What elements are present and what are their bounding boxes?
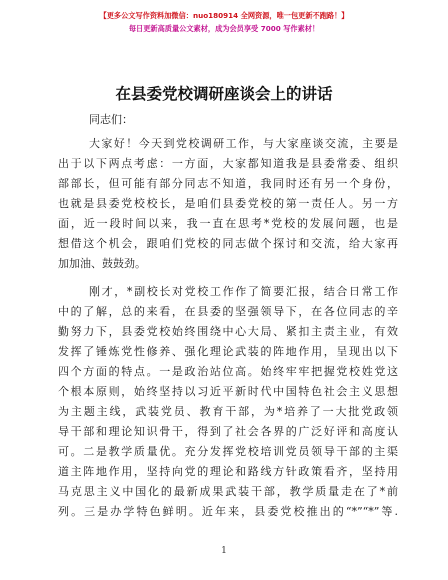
paragraph-1-line-3: 部部长，但可能有部分同志不知道，我同时还有另一个身份， xyxy=(58,177,398,190)
promo-banner-line-1: 【更多公文写作资料加微信：nuo180914 全网资源，唯一包更新不跑路！】 xyxy=(99,11,349,20)
promo-banner-line-2: 每日更新高质量公文素材，成为会员享受 7000 写作素材！ xyxy=(128,24,320,33)
paragraph-1-line-2: 出于以下两点考虑：一方面，大家都知道我是县委常委、组织 xyxy=(58,157,398,170)
paragraph-1-line-4: 也就是县委党校校长，是咱们县委党校的第一责任人。另一方 xyxy=(58,197,398,210)
paragraph-2-line-4: 发挥了锤炼党性修养、强化理论武装的阵地作用，呈现出以下 xyxy=(58,345,398,358)
paragraph-2-line-7: 为主题主线，武装党员、教育干部，为*培养了一大批党政领 xyxy=(58,405,398,418)
salutation: 同志们： xyxy=(89,113,133,126)
paragraph-2-line-6: 个根本原则，始终坚持以习近平新时代中国特色社会主义思想 xyxy=(58,385,398,398)
paragraph-2-line-3: 勤努力下，县委党校始终围绕中心大局、紧扣主责主业，有效 xyxy=(58,325,398,338)
paragraph-2-line-10: 道主阵地作用，坚持向党的理论和路线方针政策看齐，坚持用 xyxy=(58,465,398,478)
paragraph-2-line-9: 可。二是教学质量优。充分发挥党校培训党员领导干部的主渠 xyxy=(58,445,398,458)
paragraph-2-line-11: 马克思主义中国化的最新成果武装干部，教学质量走在了*前 xyxy=(58,485,398,498)
paragraph-2-line-8: 导干部和理论知识骨干，得到了社会各界的广泛好评和高度认 xyxy=(58,425,398,438)
paragraph-2-line-2: 中的了解，总的来看，在县委的坚强领导下，在各位同志的辛 xyxy=(58,305,398,318)
paragraph-1-line-6: 想借这个机会，跟咱们党校的同志做个探讨和交流，给大家再 xyxy=(58,237,398,250)
paragraph-1-line-5: 面，近一段时间以来，我一直在思考*党校的发展问题，也是 xyxy=(58,217,398,230)
paragraph-2-line-5: 四个方面的特点。一是政治站位高。始终牢牢把握党校姓党这 xyxy=(58,365,398,378)
document-title: 在县委党校调研座谈会上的讲话 xyxy=(115,85,333,103)
paragraph-1-line-7: 加加油、鼓鼓劲。 xyxy=(58,257,146,270)
paragraph-2-line-1: 刚才，*副校长对党校工作作了简要汇报，结合日常工作 xyxy=(89,285,398,298)
page-number: 1 xyxy=(221,546,227,556)
paragraph-1-line-1: 大家好！今天到党校调研工作，与大家座谈交流，主要是 xyxy=(89,137,398,150)
paragraph-2-line-12: 列。三是办学特色鲜明。近年来，县委党校推出的“*”“*”等. xyxy=(58,505,398,518)
